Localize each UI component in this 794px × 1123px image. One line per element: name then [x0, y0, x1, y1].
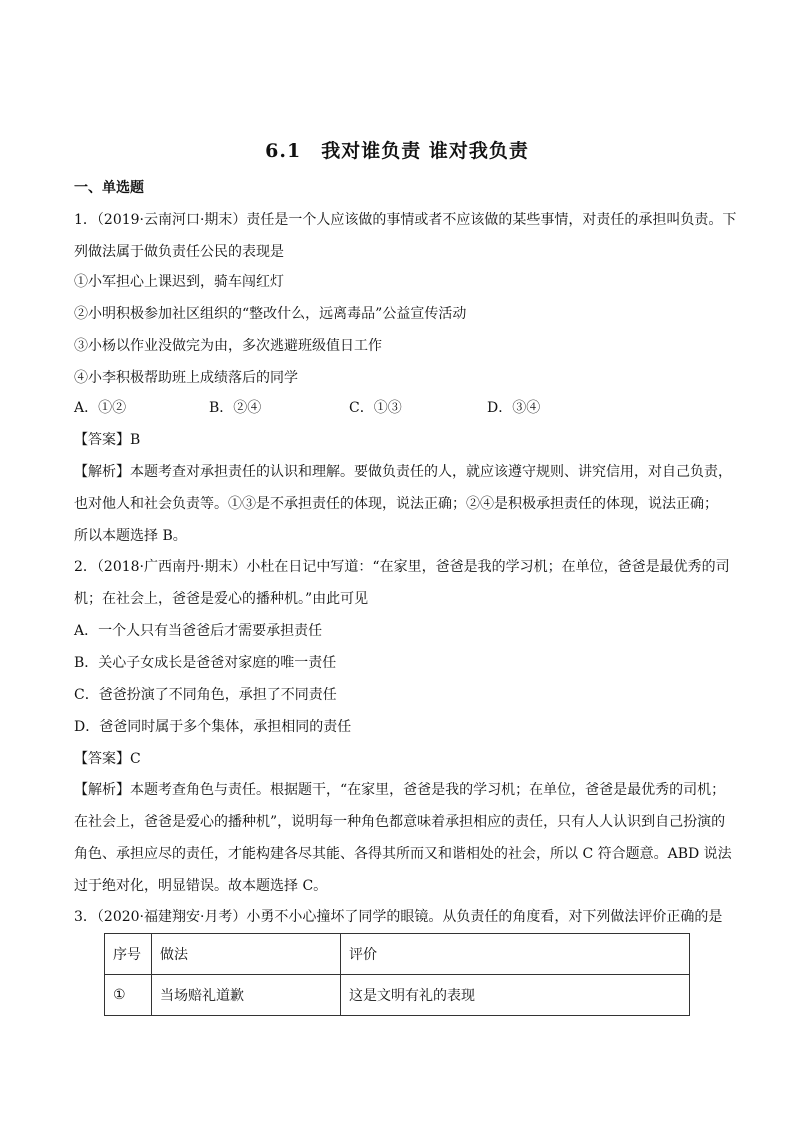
- table-cell: 这是文明有礼的表现: [341, 975, 690, 1016]
- q2-option-a: A．一个人只有当爸爸后才需要承担责任: [74, 623, 323, 639]
- q2-stem-line-1: 2．（2018·广西南丹·期末）小杜在日记中写道：“在家里，爸爸是我的学习机；在单位，爸爸是最优秀的司: [74, 559, 730, 575]
- q1-stem-line-1: 1．（2019·云南河口·期末）责任是一个人应该做的事情或者不应该做的某些事情，对责任的承担叫负责。下: [74, 212, 737, 228]
- q1-answer: 【答案】B: [74, 432, 141, 448]
- q2-analysis-line-1: 【解析】本题考查角色与责任。根据题干，“在家里，爸爸是我的学习机；在单位，爸爸是最优秀的司机；: [74, 782, 726, 798]
- q1-stem-line-2: 列做法属于做负责任公民的表现是: [74, 244, 284, 260]
- section-heading: 一、单选题: [74, 180, 144, 196]
- page-title: 6.1 我对谁负责 谁对我负责: [265, 140, 529, 162]
- q1-analysis-line-3: 所以本题选择 B。: [74, 528, 187, 544]
- table-header-cell: 做法: [152, 934, 341, 975]
- q2-option-c: C．爸爸扮演了不同角色，承担了不同责任: [74, 687, 337, 703]
- q2-analysis-line-2: 在社会上，爸爸是爱心的播种机”，说明每一种角色都意味着承担相应的责任，只有人人认识到自己扮演的: [74, 814, 726, 830]
- q2-option-b: B．关心子女成长是爸爸对家庭的唯一责任: [74, 655, 337, 671]
- q2-analysis-line-3: 角色、承担应尽的责任，才能构建各尽其能、各得其所而又和谐相处的社会，所以 C 符合题意。ABD 说法: [74, 846, 732, 862]
- q1-statement-3: ③小杨以作业没做完为由，多次逃避班级值日工作: [74, 338, 382, 354]
- q1-analysis-line-1: 【解析】本题考查对承担责任的认识和理解。要做负责任的人，就应该遵守规则、讲究信用，对自己负责，: [74, 464, 732, 480]
- q2-answer: 【答案】C: [74, 751, 141, 767]
- q1-statement-2: ②小明积极参加社区组织的“整改什么，远离毒品”公益宣传活动: [74, 306, 467, 322]
- table-header-cell: 序号: [105, 934, 152, 975]
- q2-analysis-line-4: 过于绝对化，明显错误。故本题选择 C。: [74, 878, 328, 894]
- q2-option-d: D．爸爸同时属于多个集体，承担相同的责任: [74, 719, 352, 735]
- q1-option-d: D．③④: [487, 400, 541, 416]
- q2-stem-line-2: 机；在社会上，爸爸是爱心的播种机。”由此可见: [74, 591, 369, 607]
- q3-evaluation-table: [104, 933, 690, 1016]
- q1-statement-4: ④小李积极帮助班上成绩落后的同学: [74, 370, 298, 386]
- table-header-cell: 评价: [341, 934, 690, 975]
- table-cell: ①: [105, 975, 152, 1016]
- q3-stem: 3．（2020·福建翔安·月考）小勇不小心撞坏了同学的眼镜。从负责任的角度看，对下列做法评价正确的是: [74, 909, 723, 925]
- q1-option-c: C．①③: [349, 400, 402, 416]
- q1-analysis-line-2: 也对他人和社会负责等。①③是不承担责任的体现，说法正确；②④是积极承担责任的体现，说法正确；: [74, 496, 718, 512]
- q1-statement-1: ①小军担心上课迟到，骑车闯红灯: [74, 274, 284, 290]
- q1-option-b: B．②④: [209, 400, 262, 416]
- table-cell: 当场赔礼道歉: [152, 975, 341, 1016]
- table-row: [105, 975, 690, 1016]
- table-header-row: [105, 934, 690, 975]
- q1-option-a: A．①②: [74, 400, 127, 416]
